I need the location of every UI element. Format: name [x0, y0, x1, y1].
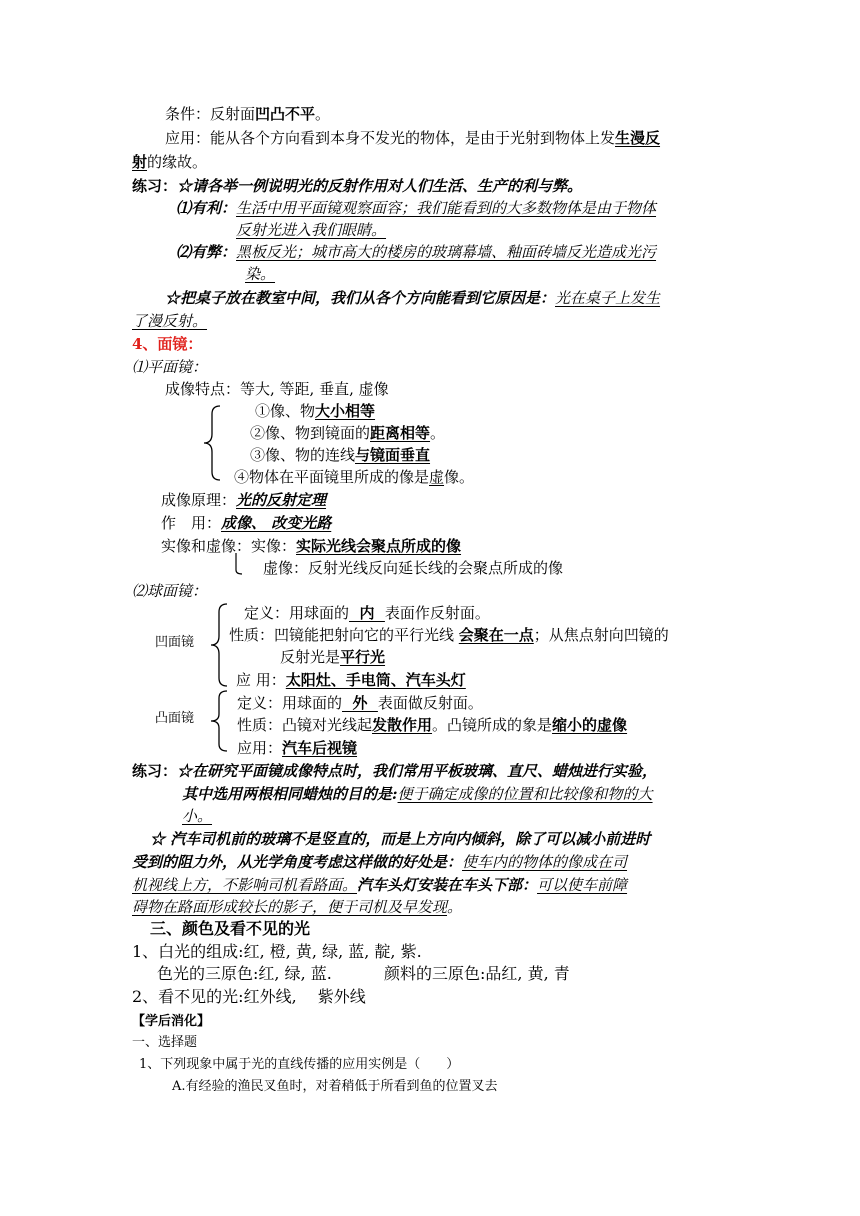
practice1-question: ☆请各举一例说明光的反射作用对人们生活、生产的利与弊。: [177, 177, 583, 195]
practice2-q1-line-2: [182, 783, 653, 805]
concave-property-2: [280, 646, 385, 668]
concave-prop-value-2: 平行光: [340, 648, 386, 666]
practice1-con-label: ⑵有弊：: [176, 243, 237, 261]
practice2-q1-answer-b: 小。: [182, 807, 213, 825]
feature-3-value: 与镜面垂直: [355, 446, 431, 464]
feature-1-text: ①像、物: [255, 402, 316, 420]
practice1-con-line: [176, 241, 656, 263]
practice2-q2-answer-d: 碍物在路面形成较长的影子，便于司机及早发现: [132, 898, 448, 916]
practice2-q2-end: 。: [447, 898, 463, 916]
virtual-image-line: 虚像：反射光线反向延长线的会聚点所成的像: [263, 559, 564, 577]
practice2-q2-answer-a: 使车内的物体的像成在司: [462, 853, 628, 871]
practice2-q2-line-4: [132, 896, 462, 918]
practice2-q1-text-2: 其中选用两根相同蜡烛的目的是:: [182, 785, 398, 803]
convex-def-end: 表面做反射面。: [377, 694, 483, 712]
practice1-q2: ☆把桌子放在教室中间，我们从各个方向能看到它原因是：: [165, 289, 556, 307]
feature-4-value: 虚: [429, 468, 445, 486]
practice2-q1-line: [132, 760, 657, 782]
practice1-q2-line-2: [132, 310, 207, 332]
practice2-q2-answer-b: 机视线上方，不影响司机看路面。: [132, 876, 358, 894]
feature-2-value: 距离相等: [370, 424, 431, 442]
application-label: 应用：能从各个方向看到本身不发光的物体，是由于光射到物体上发: [165, 129, 616, 147]
digest-heading: 【学后消化】: [132, 1014, 211, 1029]
feature-4-text: ④物体在平面镜里所成的像是: [234, 468, 430, 486]
feature-1-value: 大小相等: [315, 402, 376, 420]
concave-application: [236, 669, 466, 691]
practice1-pro-line-2: [236, 219, 386, 241]
application-end: 的缘故。: [147, 153, 208, 171]
concave-prop-text-2: 反射光是: [280, 648, 341, 666]
digest-question-1: 1、下列现象中属于光的直线传播的应用实例是（ ）: [139, 1057, 460, 1072]
feature-3: [250, 444, 430, 466]
condition-end: 。: [315, 105, 331, 123]
practice1-q2-answer-b: 了漫反射。: [132, 312, 208, 330]
plane-mirror-title: ⑴平面镜：: [132, 358, 208, 376]
convex-brace-icon: [207, 689, 229, 753]
practice2-label: 练习：: [132, 762, 178, 780]
principle-value: 光的反射定理: [236, 491, 327, 509]
plane-mirror-features-title: 成像特点：等大, 等距, 垂直, 虚像: [165, 380, 389, 398]
concave-app-label: 应 用：: [236, 671, 286, 689]
digest-part: 一、选择题: [132, 1035, 198, 1050]
principle-label: 成像原理：: [161, 491, 237, 509]
principle-line: [161, 489, 326, 511]
practice2-q1-answer-a: 便于确定成像的位置和比较像和物的大: [397, 785, 653, 803]
practice1-pro-label: ⑴有利：: [176, 199, 237, 217]
practice1-con-line-2: [245, 263, 275, 285]
real-image-line: [161, 535, 461, 557]
practice1-label: 练习：: [132, 177, 178, 195]
feature-2-end: 。: [430, 424, 446, 442]
convex-prop-text-2: 。凸镜所成的象是: [432, 716, 553, 734]
condition-label: 条件：反射面: [165, 105, 256, 123]
concave-def-value: 内: [349, 604, 385, 622]
convex-def-text: 定义：用球面的: [237, 694, 343, 712]
convex-definition: [237, 692, 483, 714]
practice2-q2-text-2: 受到的阻力外，从光学角度考虑这样做的好处是：: [132, 853, 463, 871]
concave-property: [229, 624, 669, 646]
convex-prop-value-2: 缩小的虚像: [552, 716, 628, 734]
concave-prop-end: ；从焦点射向凹镜的: [533, 626, 669, 644]
practice1-q2-line: [165, 287, 660, 309]
features-brace-icon: [200, 404, 222, 482]
condition-value: 凹凸不平: [255, 105, 316, 123]
convex-label: 凸面镜: [155, 711, 195, 726]
convex-def-value: 外: [342, 694, 378, 712]
practice1-question-line: [132, 175, 582, 197]
practice1-pro-line: [176, 197, 656, 219]
practice1-con-answer-b: 染。: [245, 265, 276, 283]
practice1-q2-answer-a: 光在桌子上发生: [555, 289, 661, 307]
concave-def-text: 定义：用球面的: [244, 604, 350, 622]
convex-property: [237, 714, 627, 736]
convex-prop-value: 发散作用: [372, 716, 433, 734]
application-line-2: [132, 151, 207, 173]
practice2-q2-answer-c: 可以使车前障: [537, 876, 628, 894]
feature-2: [250, 422, 445, 444]
convex-application: [237, 737, 357, 759]
condition-line: [165, 103, 330, 125]
spherical-title: ⑵球面镜：: [132, 582, 208, 600]
concave-app-value: 太阳灶、手电筒、汽车头灯: [285, 671, 466, 689]
convex-app-value: 汽车后视镜: [282, 739, 358, 757]
concave-definition: [244, 602, 490, 624]
section3-item1-b: 色光的三原色:红, 绿, 蓝.: [157, 964, 332, 983]
section3-item1: 1、白光的组成:红, 橙, 黄, 绿, 蓝, 靛, 紫.: [132, 942, 422, 961]
concave-def-end: 表面作反射面。: [384, 604, 490, 622]
section4-heading: 4、面镜：: [132, 335, 203, 353]
feature-4: [234, 466, 474, 488]
function-line: [161, 512, 331, 534]
real-virtual-label: 实像和虚像：实像：: [161, 537, 297, 555]
convex-prop-text: 性质：凸镜对光线起: [237, 716, 373, 734]
real-image-value: 实际光线会聚点所成的像: [296, 537, 462, 555]
practice2-q2-line-2: [132, 851, 627, 873]
convex-app-label: 应用：: [237, 739, 283, 757]
feature-4-end: 像。: [444, 468, 475, 486]
function-value: 成像、 改变光路: [221, 514, 332, 532]
image-type-brace-icon: [233, 552, 247, 576]
feature-1: [255, 400, 375, 422]
concave-prop-text: 性质：凹镜能把射向它的平行光线: [229, 626, 459, 644]
application-value-b: 射: [132, 153, 148, 171]
feature-2-text: ②像、物到镜面的: [250, 424, 371, 442]
practice1-con-answer-a: 黑板反光；城市高大的楼房的玻璃幕墙、釉面砖墙反光造成光污: [236, 243, 657, 261]
practice1-pro-answer-b: 反射光进入我们眼睛。: [236, 221, 387, 239]
practice2-q2-line-3: [132, 874, 627, 896]
practice1-pro-answer-a: 生活中用平面镜观察面容；我们能看到的大多数物体是由于物体: [236, 199, 657, 217]
concave-label: 凹面镜: [155, 635, 195, 650]
section3-item2: 2、看不见的光:红外线, 紫外线: [132, 987, 366, 1006]
practice2-q2-line: ☆ 汽车司机前的玻璃不是竖直的，而是上方向内倾斜，除了可以减小前进时: [150, 830, 651, 848]
feature-3-text: ③像、物的连线: [250, 446, 356, 464]
application-line: [165, 127, 660, 149]
section3-item1-c: 颜料的三原色:品红, 黄, 青: [384, 964, 570, 983]
practice2-q1-text: ☆在研究平面镜成像特点时，我们常用平板玻璃、直尺、蜡烛进行实验，: [177, 762, 658, 780]
application-value-a: 生漫反: [615, 129, 661, 147]
concave-prop-value: 会聚在一点: [458, 626, 534, 644]
practice2-q2-text-3: 汽车头灯安装在车头下部：: [357, 876, 538, 894]
function-label: 作 用：: [161, 514, 222, 532]
concave-brace-icon: [207, 602, 229, 688]
section3-heading: 三、颜色及看不见的光: [150, 919, 311, 938]
digest-question-1-option-a: A.有经验的渔民叉鱼时，对着稍低于所看到鱼的位置叉去: [172, 1079, 498, 1094]
practice2-q1-line-3: [182, 805, 212, 827]
